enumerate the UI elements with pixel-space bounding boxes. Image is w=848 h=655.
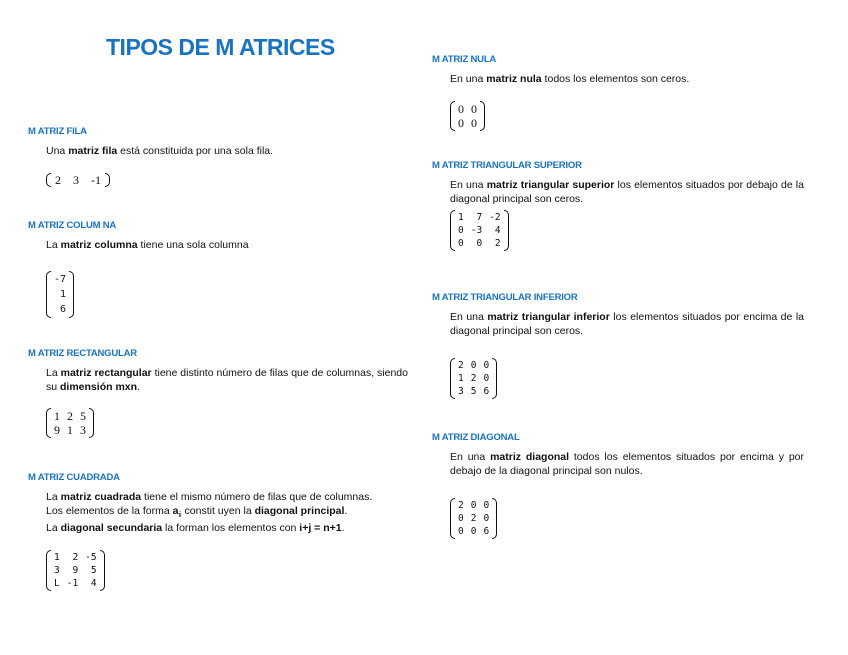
term-bold: matriz columna — [60, 239, 138, 251]
matrix-cell: 6 — [60, 303, 67, 315]
term-bold: matriz diagonal — [490, 451, 570, 463]
term-bold: dimensión mxn — [60, 380, 138, 393]
matrix — [46, 550, 105, 591]
matrix-cell: 5 — [90, 564, 97, 576]
section-matriz-triangular-superior — [432, 160, 804, 256]
term-bold: matriz triangular superior — [486, 179, 615, 191]
matrix-grid — [51, 408, 89, 438]
matrix-cell: 9 — [72, 564, 79, 576]
matrix — [46, 173, 110, 187]
matrix — [46, 271, 74, 318]
matrix-cell: 0 — [471, 101, 477, 116]
matrix-cell: 2 — [494, 238, 501, 249]
section-heading: M ATRIZ TRIANGULAR INFERIOR — [432, 292, 578, 303]
right-paren — [105, 173, 110, 187]
matrix-grid — [455, 498, 492, 539]
section-text-line3 — [46, 522, 408, 536]
section-text — [46, 491, 408, 505]
text-segment: En una — [450, 73, 487, 85]
matrix-cell: 0 — [483, 513, 490, 524]
matrix-cell: 3 — [80, 423, 86, 437]
matrix-cell: 0 — [471, 115, 477, 130]
section-text — [450, 311, 804, 338]
text-segment: La — [46, 239, 61, 251]
matrix-cell: 5 — [470, 386, 477, 397]
matrix-grid — [51, 271, 69, 318]
matrix-cell: -3 — [470, 225, 483, 236]
matrix — [450, 210, 509, 251]
section-matriz-fila — [28, 126, 408, 192]
matrix-cell: 3 — [54, 564, 60, 576]
matrix-cell: 0 — [476, 238, 483, 249]
text-segment: La — [46, 522, 61, 535]
matrix-grid — [51, 550, 100, 591]
text-segment: . — [341, 522, 345, 535]
matrix-cell: 0 — [458, 513, 464, 524]
text-segment: La — [46, 491, 61, 503]
text-segment: . — [344, 504, 348, 517]
term-bold: matriz triangular inferior — [487, 311, 610, 323]
section-heading: M ATRIZ COLUM NA — [28, 220, 117, 231]
text-segment: Los elementos de la forma — [46, 504, 173, 517]
matrix-cell: 0 — [483, 373, 490, 384]
term-bold: matriz fila — [68, 145, 118, 157]
section-heading: M ATRIZ DIAGONAL — [432, 432, 520, 443]
matrix-cell: 5 — [80, 409, 86, 423]
matrix-cell: 2 — [55, 172, 61, 187]
section-heading: M ATRIZ TRIANGULAR SUPERIOR — [432, 160, 582, 171]
matrix-cell: 2 — [458, 500, 464, 511]
matrix-cell: 0 — [483, 360, 490, 371]
matrix-cell: 0 — [470, 360, 477, 371]
text-segment: tiene el mismo número de filas que de columnas. — [141, 491, 373, 503]
term-bold: diagonal secundaria — [60, 522, 163, 535]
matrix — [450, 498, 497, 539]
section-matriz-rectangular — [28, 348, 408, 443]
matrix — [450, 101, 485, 131]
section-matriz-triangular-inferior — [432, 292, 804, 404]
section-text — [450, 73, 804, 87]
subscript: ii — [178, 511, 182, 519]
right-paren — [480, 101, 485, 131]
matrix-cell: 4 — [494, 225, 501, 236]
matrix-cell: 0 — [458, 225, 464, 236]
matrix-row — [51, 173, 105, 187]
matrix-cell: 1 — [54, 551, 60, 563]
text-segment: los elementos situados por encima de la diagonal principal son ceros. — [450, 311, 805, 337]
matrix — [450, 358, 497, 399]
matrix-grid — [455, 210, 504, 251]
matrix-cell: 2 — [458, 360, 464, 371]
matrix-cell: 1 — [67, 423, 73, 437]
term-bold: diagonal principal — [254, 504, 345, 517]
term-bold: a — [172, 504, 179, 517]
matrix-cell: 1 — [458, 212, 464, 223]
matrix-cell: 1 — [458, 373, 464, 384]
term-bold: matriz rectangular — [60, 367, 152, 379]
matrix-cell: 0 — [483, 500, 490, 511]
matrix-cell: 3 — [458, 386, 464, 397]
text-segment: La — [46, 367, 61, 379]
matrix-cell: 2 — [470, 373, 477, 384]
matrix-cell: 1 — [54, 409, 60, 423]
matrix-cell: 2 — [72, 551, 79, 563]
matrix-cell: 2 — [470, 513, 477, 524]
text-segment: la forman los elementos con — [162, 522, 300, 535]
term-bold: matriz cuadrada — [60, 491, 142, 503]
text-segment: constit uyen la — [181, 504, 255, 517]
text-segment: todos los elementos situados por encima y por debajo de la diagonal principal son nulos. — [450, 451, 804, 477]
section-text — [450, 179, 804, 206]
right-paren — [100, 550, 105, 591]
section-matriz-nula — [432, 54, 804, 136]
term-bold: matriz nula — [486, 73, 542, 85]
matrix-cell: 4 — [90, 577, 97, 589]
matrix-cell: 6 — [483, 526, 490, 537]
section-matriz-diagonal — [432, 432, 804, 544]
text-segment: . — [137, 380, 140, 393]
section-heading: M ATRIZ CUADRADA — [28, 472, 120, 483]
text-segment: En una — [450, 451, 491, 463]
matrix-cell: 0 — [458, 238, 464, 249]
matrix-cell: -1 — [66, 577, 79, 589]
section-heading: M ATRIZ RECTANGULAR — [28, 348, 137, 359]
section-text-line2 — [46, 505, 408, 523]
matrix — [46, 408, 94, 438]
right-paren — [492, 358, 497, 399]
matrix-cell: 0 — [458, 101, 464, 116]
matrix-cell: -5 — [85, 551, 97, 563]
matrix-cell: L — [54, 577, 60, 589]
section-text — [450, 451, 804, 478]
text-segment: tiene una sola columna — [137, 239, 249, 251]
right-paren — [89, 408, 94, 438]
matrix-cell: 1 — [60, 288, 67, 300]
matrix-cell: 0 — [470, 526, 477, 537]
section-heading: M ATRIZ FILA — [28, 126, 87, 137]
section-text — [46, 145, 408, 159]
section-matriz-cuadrada — [28, 472, 408, 596]
right-paren — [492, 498, 497, 539]
section-text — [46, 367, 408, 394]
matrix-cell: 3 — [73, 172, 79, 187]
matrix-cell: -2 — [489, 212, 501, 223]
text-segment: tiene distinto número de filas que de columnas, siendo su — [46, 367, 408, 393]
term-bold: i+j = n+1 — [299, 522, 342, 535]
section-matriz-columna — [28, 220, 408, 323]
matrix-grid — [455, 358, 492, 399]
text-segment: Una — [46, 145, 69, 157]
text-segment: En una — [450, 311, 488, 323]
text-segment: los elementos situados por debajo de la diagonal principal son ceros. — [450, 179, 804, 205]
matrix-cell: -1 — [91, 172, 101, 187]
matrix-cell: 2 — [67, 409, 73, 423]
section-heading: M ATRIZ NULA — [432, 54, 497, 65]
text-segment: está constituida por una sola fila. — [117, 145, 274, 157]
matrix-cell: 6 — [483, 386, 490, 397]
matrix-cell: 9 — [54, 423, 60, 437]
right-paren — [69, 271, 74, 318]
matrix-cell: 7 — [476, 212, 483, 223]
matrix-cell: 0 — [458, 526, 464, 537]
text-segment: En una — [450, 179, 487, 191]
matrix-grid — [455, 101, 480, 131]
matrix-cell: 0 — [470, 500, 477, 511]
section-text — [46, 239, 408, 253]
text-segment: todos los elementos son ceros. — [541, 73, 690, 85]
page-title: TIPOS DE M ATRICES — [106, 34, 335, 60]
matrix-cell: 0 — [458, 115, 464, 130]
right-paren — [504, 210, 509, 251]
matrix-cell: -7 — [54, 273, 67, 285]
